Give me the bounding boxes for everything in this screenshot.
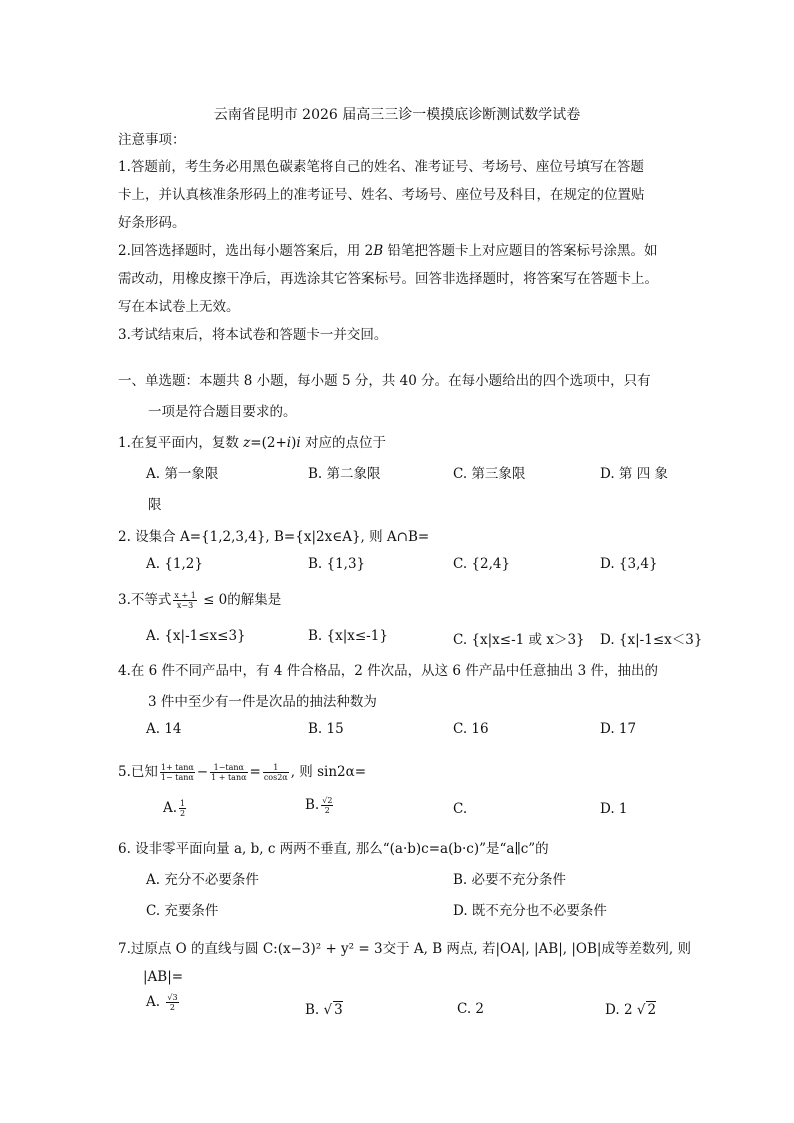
exam-title: 云南省昆明市 2026 届高三三诊一模摸底诊断测试数学试卷 xyxy=(213,107,581,123)
notice-item-1-line-3: 好条形码。 xyxy=(118,215,186,231)
question-7-option-a[interactable]: A. $\frac{√3}{2}$ xyxy=(146,993,178,1012)
question-1-option-a[interactable]: A. 第一象限 xyxy=(146,466,219,482)
question-2-option-a[interactable]: A. {1,2} xyxy=(146,556,203,572)
question-2-stem: 2. 设集合 A={1,2,3,4}, B={x|2x∈A}, 则 A∩B= xyxy=(118,529,430,545)
notice-item-2-line-2: 需改动，用橡皮擦干净后，再选涂其它答案标号。回答非选择题时，将答案写在答题卡上。 xyxy=(118,271,658,287)
question-7-option-b[interactable]: B. √ 3 xyxy=(305,1002,343,1018)
question-6-option-c[interactable]: C. 充要条件 xyxy=(146,903,219,919)
notice-item-3: 3.考试结束后，将本试卷和答题卡一并交回。 xyxy=(118,327,388,343)
question-7-stem-line-2: |AB|= xyxy=(143,969,184,985)
notice-item-1-line-1: 1.答题前，考生务必用黑色碳素笔将自己的姓名、准考证号、考场号、座位号填写在答题 xyxy=(118,159,644,175)
question-5-stem: 5.已知 $\frac{1+ \tan\alpha}{1- \tan\alpha}$ − $\frac{1-\tan\alpha}{1 + \tan\alpha}$ = $\frac{1}{\cos 2\alpha}$ , 则 sin2α= xyxy=(118,763,367,782)
question-5-option-c[interactable]: C. xyxy=(453,801,468,817)
notice-item-1-line-2: 卡上，并认真核准条形码上的准考证号、姓名、考场号、座位号及科目，在规定的位置贴 xyxy=(118,187,645,203)
question-7-option-c[interactable]: C. 2 xyxy=(457,1001,485,1017)
question-1-option-b[interactable]: B. 第二象限 xyxy=(308,466,381,482)
question-6-option-b[interactable]: B. 必要不充分条件 xyxy=(453,872,567,888)
question-3-option-a[interactable]: A. {x|-1≤x≤3} xyxy=(146,628,246,644)
question-6-option-a[interactable]: A. 充分不必要条件 xyxy=(146,872,259,888)
question-4-line-2: 3 件中至少有一件是次品的抽法种数为 xyxy=(148,694,377,710)
question-2-option-c[interactable]: C. {2,4} xyxy=(453,556,511,572)
question-3-option-d[interactable]: D. {x|-1≤x＜3} xyxy=(600,632,703,648)
question-2-option-d[interactable]: D. {3,4} xyxy=(600,556,658,572)
question-6-stem: 6. 设非零平面向量 a, b, c 两两不垂直, 那么“(a·b)c=a(b·c)”是“a∥c”的 xyxy=(118,841,549,857)
question-3-option-b[interactable]: B. {x|x≤-1} xyxy=(308,628,388,644)
question-1-stem: 1.在复平面内，复数 z=(2+i)i 对应的点位于 xyxy=(118,435,387,451)
notice-item-2-line-3: 写在本试卷上无效。 xyxy=(118,299,240,315)
question-1-option-d-continuation: 限 xyxy=(148,497,162,513)
notice-item-2-line-1: 2.回答选择题时，选出每小题答案后，用 2B 铅笔把答题卡上对应题目的答案标号涂黑。如 xyxy=(118,243,658,259)
question-2-option-b[interactable]: B. {1,3} xyxy=(308,556,366,572)
question-4-option-d[interactable]: D. 17 xyxy=(600,721,637,737)
question-5-option-a[interactable]: A. $\frac{1}{2}$ xyxy=(163,799,186,818)
section-heading-line-1: 一、单选题：本题共 8 小题，每小题 5 分，共 40 分。在每小题给出的四个选项中，只有 xyxy=(118,373,651,389)
question-4-line-1: 4.在 6 件不同产品中，有 4 件合格品，2 件次品，从这 6 件产品中任意抽出 3 件，抽出的 xyxy=(118,663,658,679)
inequality-fraction: $\frac{x + 1}{x-3}$ xyxy=(174,591,196,610)
section-heading-line-2: 一项是符合题目要求的。 xyxy=(148,404,297,420)
question-4-option-b[interactable]: B. 15 xyxy=(308,721,344,737)
question-4-option-a[interactable]: A. 14 xyxy=(146,721,182,737)
question-1-option-c[interactable]: C. 第三象限 xyxy=(453,466,526,482)
question-3-stem: 3.不等式 $\frac{x + 1}{x-3}$ ≤ 0的解集是 xyxy=(118,591,282,610)
question-3-option-c[interactable]: C. {x|x≤-1 或 x＞3} xyxy=(453,632,585,648)
question-6-option-d[interactable]: D. 既不充分也不必要条件 xyxy=(453,903,607,919)
notice-heading: 注意事项： xyxy=(118,132,186,148)
question-7-stem: 7.过原点 O 的直线与圆 C:(x−3)² + y² = 3交于 A, B 两点, 若|OA|, |AB|, |OB|成等差数列, 则 xyxy=(118,941,692,957)
question-5-option-b[interactable]: B. $\frac{√2}{2}$ xyxy=(305,796,333,815)
question-4-option-c[interactable]: C. 16 xyxy=(453,721,489,737)
question-7-option-d[interactable]: D. 2 √ 2 xyxy=(605,1002,657,1018)
question-1-option-d[interactable]: D. 第 四 象 xyxy=(600,466,669,482)
question-5-option-d[interactable]: D. 1 xyxy=(600,801,628,817)
